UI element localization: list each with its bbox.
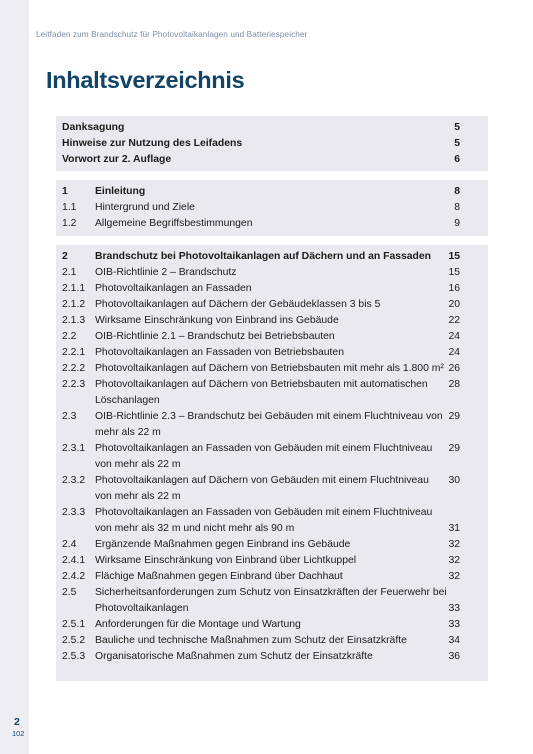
toc-entry-page: 5	[454, 122, 460, 133]
toc-entry-page: 15	[448, 267, 460, 278]
toc-entry-2-1-2[interactable]	[56, 297, 488, 313]
toc-entry-number: 1.1	[62, 202, 77, 213]
toc-entry-title: Photovoltaikanlagen auf Dächern der Gebäudeklassen 3 bis 5	[95, 299, 381, 310]
toc-entry-2-1-3[interactable]	[56, 313, 488, 329]
toc-entry-1[interactable]	[56, 184, 488, 200]
toc-entry-number: 2.3.3	[62, 507, 86, 518]
toc-entry-title: Wirksame Einschränkung von Einbrand ins Gebäude	[95, 315, 339, 326]
toc-entry-2-2-2[interactable]	[56, 361, 488, 377]
toc-entry-2-1[interactable]	[56, 265, 488, 281]
toc-entry-title: Hinweise zur Nutzung des Leifadens	[62, 138, 243, 149]
toc-entry-title: Photovoltaikanlagen auf Dächern von Betriebsbauten mit automatischen Löschanlagen	[95, 379, 428, 406]
toc-entry-page: 33	[448, 619, 460, 630]
toc-entry-title: Photovoltaikanlagen an Fassaden	[95, 283, 252, 294]
running-header: Leitfaden zum Brandschutz für Photovoltaikanlagen und Batteriespeicher	[36, 30, 308, 39]
toc-entry-page: 16	[448, 283, 460, 294]
toc-entry-number: 1.2	[62, 218, 77, 229]
toc-entry-number: 2.5	[62, 587, 77, 598]
toc-entry-number: 2.2.2	[62, 363, 86, 374]
toc-entry-2-3-2[interactable]	[56, 473, 488, 505]
toc-entry-number: 2.4.2	[62, 571, 86, 582]
toc-entry-page: 31	[448, 523, 460, 534]
toc-entry-title: OIB-Richtlinie 2 – Brandschutz	[95, 267, 237, 278]
toc-entry-number: 2.2	[62, 331, 77, 342]
toc-entry-title: Photovoltaikanlagen an Fassaden von Betriebsbauten	[95, 347, 344, 358]
toc-entry-title: Photovoltaikanlagen an Fassaden von Gebäuden mit einem Fluchtniveau von mehr als 22 m	[95, 443, 433, 470]
toc-entry-title: Flächige Maßnahmen gegen Einbrand über Dachhaut	[95, 571, 343, 582]
toc-entry-2-4[interactable]	[56, 537, 488, 553]
toc-entry-page: 32	[448, 555, 460, 566]
toc-entry-2-2-1[interactable]	[56, 345, 488, 361]
toc-entry-page: 20	[448, 299, 460, 310]
toc-entry-page: 24	[448, 347, 460, 358]
toc-entry-title: Sicherheitsanforderungen zum Schutz von Einsatzkräften der Feuerwehr bei Photovoltaikanlagen	[95, 587, 447, 614]
toc-entry-title: OIB-Richtlinie 2.3 – Brandschutz bei Gebäuden mit einem Fluchtniveau von mehr als 22 m	[95, 411, 443, 438]
toc-entry-2-4-2[interactable]	[56, 569, 488, 585]
toc-entry-number: 2.5.1	[62, 619, 86, 630]
toc-entry-page: 29	[448, 443, 460, 454]
toc-entry-page: 32	[448, 571, 460, 582]
toc-entry-page: 26	[448, 363, 460, 374]
toc-entry-number: 2.1.3	[62, 315, 86, 326]
toc-entry-title: Ergänzende Maßnahmen gegen Einbrand ins Gebäude	[95, 539, 351, 550]
toc-entry-vorwort[interactable]	[56, 152, 488, 168]
toc-entry-2-3-1[interactable]	[56, 441, 488, 473]
toc-entry-2-1-1[interactable]	[56, 281, 488, 297]
page-number: 2	[14, 716, 20, 728]
toc-entry-title: Photovoltaikanlagen auf Dächern von Gebäuden mit einem Fluchtniveau von mehr als 22 m	[95, 475, 429, 502]
toc-entry-2-5-1[interactable]	[56, 617, 488, 633]
toc-entry-2-5-3[interactable]	[56, 649, 488, 665]
toc-entry-page: 36	[448, 651, 460, 662]
toc-entry-title: Photovoltaikanlagen auf Dächern von Betriebsbauten mit mehr als 1.800 m²	[95, 363, 444, 374]
toc-entry-page: 29	[448, 411, 460, 422]
toc-entry-number: 2.5.3	[62, 651, 86, 662]
toc-entry-1-1[interactable]	[56, 200, 488, 216]
toc-entry-2-3[interactable]	[56, 409, 488, 441]
toc-entry-title: Danksagung	[62, 122, 125, 133]
toc-entry-number: 1	[62, 186, 68, 197]
toc-entry-hinweise[interactable]	[56, 136, 488, 152]
toc-entry-title: Brandschutz bei Photovoltaikanlagen auf Dächern und an Fassaden	[95, 251, 432, 262]
toc-entry-1-2[interactable]	[56, 216, 488, 232]
toc-entry-number: 2.3.2	[62, 475, 86, 486]
toc-entry-page: 30	[448, 475, 460, 486]
toc-entry-number: 2.1.1	[62, 283, 86, 294]
toc-entry-page: 24	[448, 331, 460, 342]
page-total: 102	[12, 729, 25, 738]
toc-entry-title: Anforderungen für die Montage und Wartung	[95, 619, 301, 630]
toc-entry-title: OIB-Richtlinie 2.1 – Brandschutz bei Betriebsbauten	[95, 331, 335, 342]
toc-entry-number: 2.3.1	[62, 443, 86, 454]
toc-entry-title: Vorwort zur 2. Auflage	[62, 154, 172, 165]
toc-entry-page: 8	[454, 202, 460, 213]
toc-entry-2-5[interactable]	[56, 585, 488, 617]
toc-entry-number: 2.1	[62, 267, 77, 278]
toc-entry-title: Wirksame Einschränkung von Einbrand über Lichtkuppel	[95, 555, 357, 566]
toc-entry-title: Allgemeine Begriffsbestimmungen	[95, 218, 253, 229]
toc-entry-page: 22	[448, 315, 460, 326]
toc-entry-page: 9	[454, 218, 460, 229]
toc-entry-page: 33	[448, 603, 460, 614]
toc-entry-danksagung[interactable]	[56, 120, 488, 136]
toc-entry-number: 2.4.1	[62, 555, 86, 566]
toc-entry-number: 2.1.2	[62, 299, 86, 310]
toc-entry-2-2-3[interactable]	[56, 377, 488, 409]
toc-entry-title: Organisatorische Maßnahmen zum Schutz der Einsatzkräfte	[95, 651, 373, 662]
toc-entry-number: 2.2.1	[62, 347, 86, 358]
toc-entry-page: 34	[448, 635, 460, 646]
toc-entry-title: Einleitung	[95, 186, 146, 197]
toc-entry-page: 5	[454, 138, 460, 149]
toc-entry-title: Bauliche und technische Maßnahmen zum Schutz der Einsatzkräfte	[95, 635, 407, 646]
toc-chapter-1	[56, 180, 488, 236]
toc-entry-title: Hintergrund und Ziele	[95, 202, 195, 213]
toc-entry-page: 15	[448, 251, 460, 262]
toc-entry-number: 2.5.2	[62, 635, 86, 646]
toc-entry-number: 2.4	[62, 539, 77, 550]
toc-entry-number: 2	[62, 251, 68, 262]
margin-strip	[0, 0, 29, 754]
toc-entry-2-3-3[interactable]	[56, 505, 488, 537]
toc-entry-number: 2.3	[62, 411, 77, 422]
toc-entry-page: 8	[454, 186, 460, 197]
toc-entry-2-5-2[interactable]	[56, 633, 488, 649]
toc-entry-page: 6	[454, 154, 460, 165]
toc-chapter-2	[56, 245, 488, 681]
toc-entry-page: 28	[448, 379, 460, 390]
toc-front-matter	[56, 116, 488, 171]
toc-entry-2[interactable]	[56, 249, 488, 265]
toc-entry-2-4-1[interactable]	[56, 553, 488, 569]
toc-entry-page: 32	[448, 539, 460, 550]
toc-entry-title: Photovoltaikanlagen an Fassaden von Gebäuden mit einem Fluchtniveau von mehr als 32 m und nicht mehr als 90 m	[95, 507, 433, 534]
toc-entry-number: 2.2.3	[62, 379, 86, 390]
page-title: Inhaltsverzeichnis	[46, 67, 245, 93]
toc-entry-2-2[interactable]	[56, 329, 488, 345]
